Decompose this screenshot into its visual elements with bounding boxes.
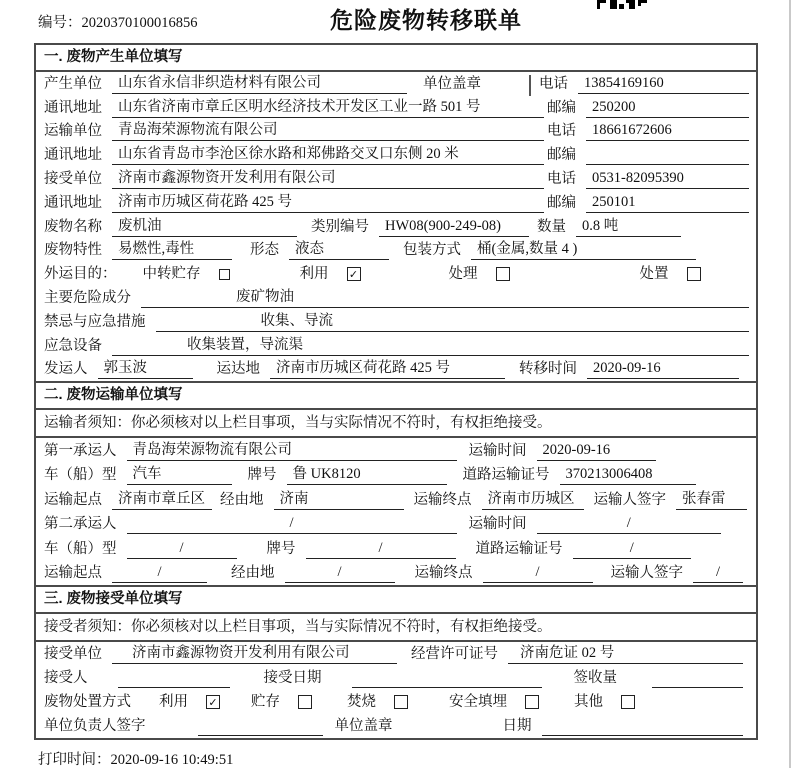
underline-field bbox=[112, 72, 407, 94]
underline-field bbox=[118, 686, 230, 688]
field-label: 运输单位 bbox=[44, 123, 102, 140]
underline-field bbox=[198, 734, 323, 736]
form-row bbox=[36, 96, 756, 120]
underline-field bbox=[576, 215, 681, 237]
field-label: 经由地 bbox=[220, 491, 264, 508]
underline-field bbox=[542, 734, 744, 736]
field-label: 接受单位 bbox=[44, 646, 102, 663]
form-row bbox=[36, 167, 756, 191]
field-value: 13854169160 bbox=[584, 74, 664, 91]
field-value: HW08(900-249-08) bbox=[385, 217, 501, 234]
field-value: 2020-09-16 bbox=[542, 441, 611, 458]
field-label: 通讯地址 bbox=[44, 147, 102, 164]
form-row bbox=[36, 286, 756, 310]
serial-label: 编号： bbox=[38, 15, 82, 31]
field-value: 废机油 bbox=[118, 217, 162, 234]
underline-field bbox=[127, 540, 237, 559]
page-edge-line bbox=[789, 0, 791, 768]
field-value: 鲁 UK8120 bbox=[292, 466, 361, 483]
field-label: 车（船）型 bbox=[44, 540, 117, 557]
serial-number bbox=[38, 11, 198, 32]
form-row bbox=[36, 143, 756, 167]
field-label: 包装方式 bbox=[403, 242, 461, 259]
checkbox-unchecked-icon bbox=[298, 695, 312, 709]
underline-field bbox=[289, 239, 389, 261]
form-row bbox=[36, 666, 756, 690]
field-value: 济南危证 02 号 bbox=[520, 645, 615, 662]
field-label: 安全填埋 bbox=[449, 694, 507, 711]
field-label: 单位盖章 bbox=[423, 75, 481, 92]
section-rows bbox=[36, 642, 756, 738]
page-title: 危险废物转移联单 bbox=[330, 7, 522, 33]
field-label: 牌号 bbox=[247, 467, 277, 484]
field-label: 焚烧 bbox=[347, 694, 376, 711]
field-value: 济南市鑫源物资开发利用有限公司 bbox=[132, 645, 350, 662]
field-value: 济南市历城区荷花路 425 号 bbox=[118, 193, 292, 210]
underline-field bbox=[482, 487, 584, 510]
section-rows bbox=[36, 72, 756, 381]
field-label: 应急设备 bbox=[44, 337, 102, 354]
field-label: 处置 bbox=[639, 266, 669, 283]
field-label: 运输终点 bbox=[414, 565, 473, 582]
section-title: 一. 废物产生单位填写 bbox=[36, 45, 756, 72]
underline-field bbox=[586, 122, 749, 141]
field-label: 运输起点 bbox=[44, 565, 102, 582]
field-label: 第一承运人 bbox=[44, 442, 117, 459]
underline-field bbox=[676, 487, 747, 510]
field-value: / bbox=[715, 564, 721, 581]
underline-field bbox=[98, 358, 193, 380]
checkbox-unchecked-icon bbox=[219, 269, 230, 280]
field-label: 道路运输证号 bbox=[475, 540, 563, 557]
field-label: 利用 bbox=[159, 694, 188, 711]
checkbox-unchecked-icon bbox=[621, 695, 635, 709]
field-value: / bbox=[378, 539, 383, 556]
field-label: 运输时间 bbox=[468, 516, 527, 533]
field-label: 道路运输证号 bbox=[462, 467, 550, 484]
underline-field bbox=[471, 239, 696, 261]
underline-field bbox=[156, 310, 750, 332]
field-value: 青岛海荣源物流有限公司 bbox=[118, 122, 278, 139]
print-time-label: 打印时间： bbox=[38, 752, 111, 768]
form-row bbox=[36, 358, 756, 382]
serial-value: 2020370100016856 bbox=[81, 15, 198, 31]
field-value: 易燃性,毒性 bbox=[118, 241, 195, 258]
field-value bbox=[586, 163, 598, 164]
field-value: / bbox=[629, 539, 634, 556]
field-value: 济南 bbox=[279, 490, 309, 507]
underline-field bbox=[586, 170, 749, 189]
field-label: 通讯地址 bbox=[44, 99, 102, 116]
form-row bbox=[36, 714, 756, 738]
field-value: 0.8 吨 bbox=[582, 217, 619, 234]
field-label: 转移时间 bbox=[519, 361, 577, 378]
field-label: 利用 bbox=[299, 266, 329, 283]
field-label: 邮编 bbox=[547, 99, 576, 116]
field-value: 山东省永信非织造材料有限公司 bbox=[118, 74, 321, 91]
field-value: 济南市鑫源物资开发利用有限公司 bbox=[118, 169, 336, 186]
field-label: 主要危险成分 bbox=[44, 289, 131, 306]
field-label: 签收量 bbox=[573, 670, 617, 687]
section-title: 二. 废物运输单位填写 bbox=[36, 383, 756, 410]
field-label: 接受日期 bbox=[263, 670, 322, 687]
field-value bbox=[118, 686, 130, 687]
underline-field bbox=[537, 515, 722, 534]
field-value: / bbox=[289, 515, 294, 532]
field-label: 第二承运人 bbox=[44, 516, 117, 533]
field-label: 废物特性 bbox=[44, 242, 102, 259]
field-label: 电话 bbox=[547, 170, 576, 187]
checkbox-unchecked-icon bbox=[687, 267, 701, 281]
underline-field bbox=[352, 686, 542, 688]
field-label: 处理 bbox=[448, 266, 478, 283]
field-label: 运达地 bbox=[216, 361, 260, 378]
underline-field bbox=[652, 686, 743, 688]
underline-field bbox=[379, 218, 529, 237]
field-label: 废物名称 bbox=[44, 218, 102, 235]
field-label: 中转贮存 bbox=[142, 266, 201, 283]
field-label: 牌号 bbox=[266, 540, 296, 557]
field-value bbox=[652, 686, 664, 687]
underline-field bbox=[112, 215, 297, 237]
manifest-table bbox=[34, 43, 758, 740]
underline-field bbox=[586, 99, 749, 118]
field-label: 日期 bbox=[502, 718, 532, 735]
field-value: / bbox=[179, 539, 184, 556]
field-label: 产生单位 bbox=[44, 75, 102, 92]
form-row bbox=[36, 191, 756, 215]
form-row bbox=[36, 334, 756, 358]
field-label: 禁忌与应急措施 bbox=[44, 313, 146, 330]
form-row bbox=[36, 215, 756, 239]
underline-field bbox=[112, 564, 207, 583]
field-value: 250101 bbox=[592, 193, 636, 210]
field-value: 2020-09-16 bbox=[593, 360, 661, 377]
field-value: 桶(金属,数量 4 ) bbox=[477, 241, 578, 258]
field-label: 类别编号 bbox=[311, 218, 369, 235]
field-label: 经由地 bbox=[231, 565, 275, 582]
field-label: 邮编 bbox=[547, 194, 576, 211]
field-value: 济南市章丘区 bbox=[118, 490, 205, 507]
underline-field bbox=[112, 642, 397, 664]
form-row bbox=[36, 438, 756, 463]
field-label: 车（船）型 bbox=[44, 467, 117, 484]
field-value bbox=[352, 686, 364, 687]
underline-field bbox=[112, 239, 232, 261]
field-label: 运输时间 bbox=[468, 442, 527, 459]
form-row bbox=[36, 512, 756, 537]
underline-field bbox=[112, 334, 749, 356]
underline-field bbox=[112, 191, 544, 213]
underline-field bbox=[270, 358, 505, 380]
underline-field bbox=[285, 564, 395, 583]
form-row bbox=[36, 463, 756, 488]
field-label: 贮存 bbox=[251, 694, 280, 711]
field-value: 收集装置，导流渠 bbox=[187, 336, 303, 353]
field-label: 单位负责人签字 bbox=[44, 718, 146, 735]
field-label: 运输人签字 bbox=[593, 491, 666, 508]
field-label: 接受人 bbox=[44, 670, 88, 687]
underline-field bbox=[537, 442, 657, 461]
field-value: 青岛海荣源物流有限公司 bbox=[132, 441, 292, 458]
field-label: 经营许可证号 bbox=[411, 646, 498, 663]
field-value: 收集、导流 bbox=[260, 312, 333, 329]
underline-field bbox=[287, 463, 447, 486]
underline-field bbox=[112, 96, 544, 118]
underline-field bbox=[573, 540, 692, 559]
field-value: 液态 bbox=[295, 241, 324, 258]
field-label: 电话 bbox=[547, 123, 576, 140]
underline-field bbox=[112, 120, 544, 142]
form-row bbox=[36, 487, 756, 512]
field-label: 形态 bbox=[250, 242, 279, 259]
field-label: 单位盖章 bbox=[334, 718, 393, 735]
form-row bbox=[36, 239, 756, 263]
field-label: 邮编 bbox=[547, 147, 576, 164]
field-label: 电话 bbox=[539, 75, 568, 92]
section-transporter bbox=[36, 381, 756, 585]
underline-field bbox=[587, 360, 739, 379]
underline-field bbox=[127, 515, 457, 534]
field-label: 运输起点 bbox=[44, 491, 102, 508]
field-label: 数量 bbox=[537, 218, 566, 235]
print-time-value: 2020-09-16 10:49:51 bbox=[110, 752, 234, 768]
underline-field bbox=[586, 163, 749, 165]
field-value bbox=[542, 734, 554, 735]
form-row bbox=[36, 536, 756, 561]
field-value: 0531-82095390 bbox=[592, 169, 684, 186]
checkbox-checked-icon: ✓ bbox=[347, 267, 361, 281]
form-row bbox=[36, 561, 756, 586]
underline-field bbox=[112, 487, 212, 510]
checkbox-unchecked-icon bbox=[394, 695, 408, 709]
field-value: 废矿物油 bbox=[236, 288, 294, 305]
field-value: 张春雷 bbox=[682, 490, 726, 507]
underline-field bbox=[508, 642, 743, 664]
field-label: 接受单位 bbox=[44, 170, 102, 187]
underline-field bbox=[127, 438, 457, 461]
form-row bbox=[36, 120, 756, 144]
field-value: 济南市历城区荷花路 425 号 bbox=[276, 360, 450, 377]
field-value: 山东省青岛市李沧区徐水路和郑佛路交叉口东侧 20 米 bbox=[118, 146, 459, 163]
checkbox-unchecked-icon bbox=[525, 695, 539, 709]
field-value: 汽车 bbox=[132, 466, 162, 483]
form-row bbox=[36, 72, 756, 96]
cell-divider bbox=[529, 75, 531, 96]
section-title: 三. 废物接受单位填写 bbox=[36, 587, 756, 614]
field-value: 山东省济南市章丘区明水经济技术开发区工业一路 501 号 bbox=[118, 98, 481, 115]
field-value: 郭玉波 bbox=[103, 360, 147, 377]
underline-field bbox=[560, 466, 697, 485]
underline-field bbox=[693, 564, 743, 583]
section-notice: 运输者须知：你必须核对以上栏目事项，当与实际情况不符时，有权拒绝接受。 bbox=[36, 410, 756, 438]
field-value: 370213006408 bbox=[565, 466, 653, 483]
underline-field bbox=[127, 463, 232, 486]
field-label: 通讯地址 bbox=[44, 194, 102, 211]
underline-field bbox=[112, 167, 544, 189]
field-value: / bbox=[626, 515, 631, 532]
underline-field bbox=[483, 564, 593, 583]
field-value: / bbox=[535, 564, 540, 581]
underline-field bbox=[274, 487, 404, 510]
field-label: 发运人 bbox=[44, 361, 88, 378]
field-label: 运输人签字 bbox=[610, 565, 683, 582]
form-row bbox=[36, 690, 756, 714]
section-receiver bbox=[36, 585, 756, 738]
print-time bbox=[38, 748, 233, 769]
underline-field bbox=[586, 194, 749, 213]
field-value: 18661672606 bbox=[592, 122, 672, 139]
checkbox-unchecked-icon bbox=[496, 267, 510, 281]
field-value: / bbox=[157, 564, 162, 581]
section-producer bbox=[36, 45, 756, 381]
field-value: 250200 bbox=[592, 98, 636, 115]
field-label: 运输终点 bbox=[413, 491, 472, 508]
field-value: 济南市历城区 bbox=[487, 490, 575, 507]
underline-field bbox=[112, 143, 544, 165]
checkbox-checked-icon: ✓ bbox=[206, 695, 220, 709]
field-value: / bbox=[337, 564, 342, 581]
field-label: 外运目的： bbox=[44, 266, 117, 283]
underline-field bbox=[306, 540, 456, 559]
underline-field bbox=[141, 286, 749, 308]
section-notice: 接受者须知：你必须核对以上栏目事项，当与实际情况不符时，有权拒绝接受。 bbox=[36, 614, 756, 642]
field-value bbox=[198, 734, 210, 735]
field-label: 废物处置方式 bbox=[44, 694, 131, 711]
form-row bbox=[36, 262, 756, 286]
form-row bbox=[36, 642, 756, 666]
qr-code-icon bbox=[597, 0, 647, 9]
underline-field bbox=[578, 75, 749, 94]
section-rows bbox=[36, 438, 756, 585]
field-label: 其他 bbox=[574, 694, 603, 711]
form-row bbox=[36, 310, 756, 334]
